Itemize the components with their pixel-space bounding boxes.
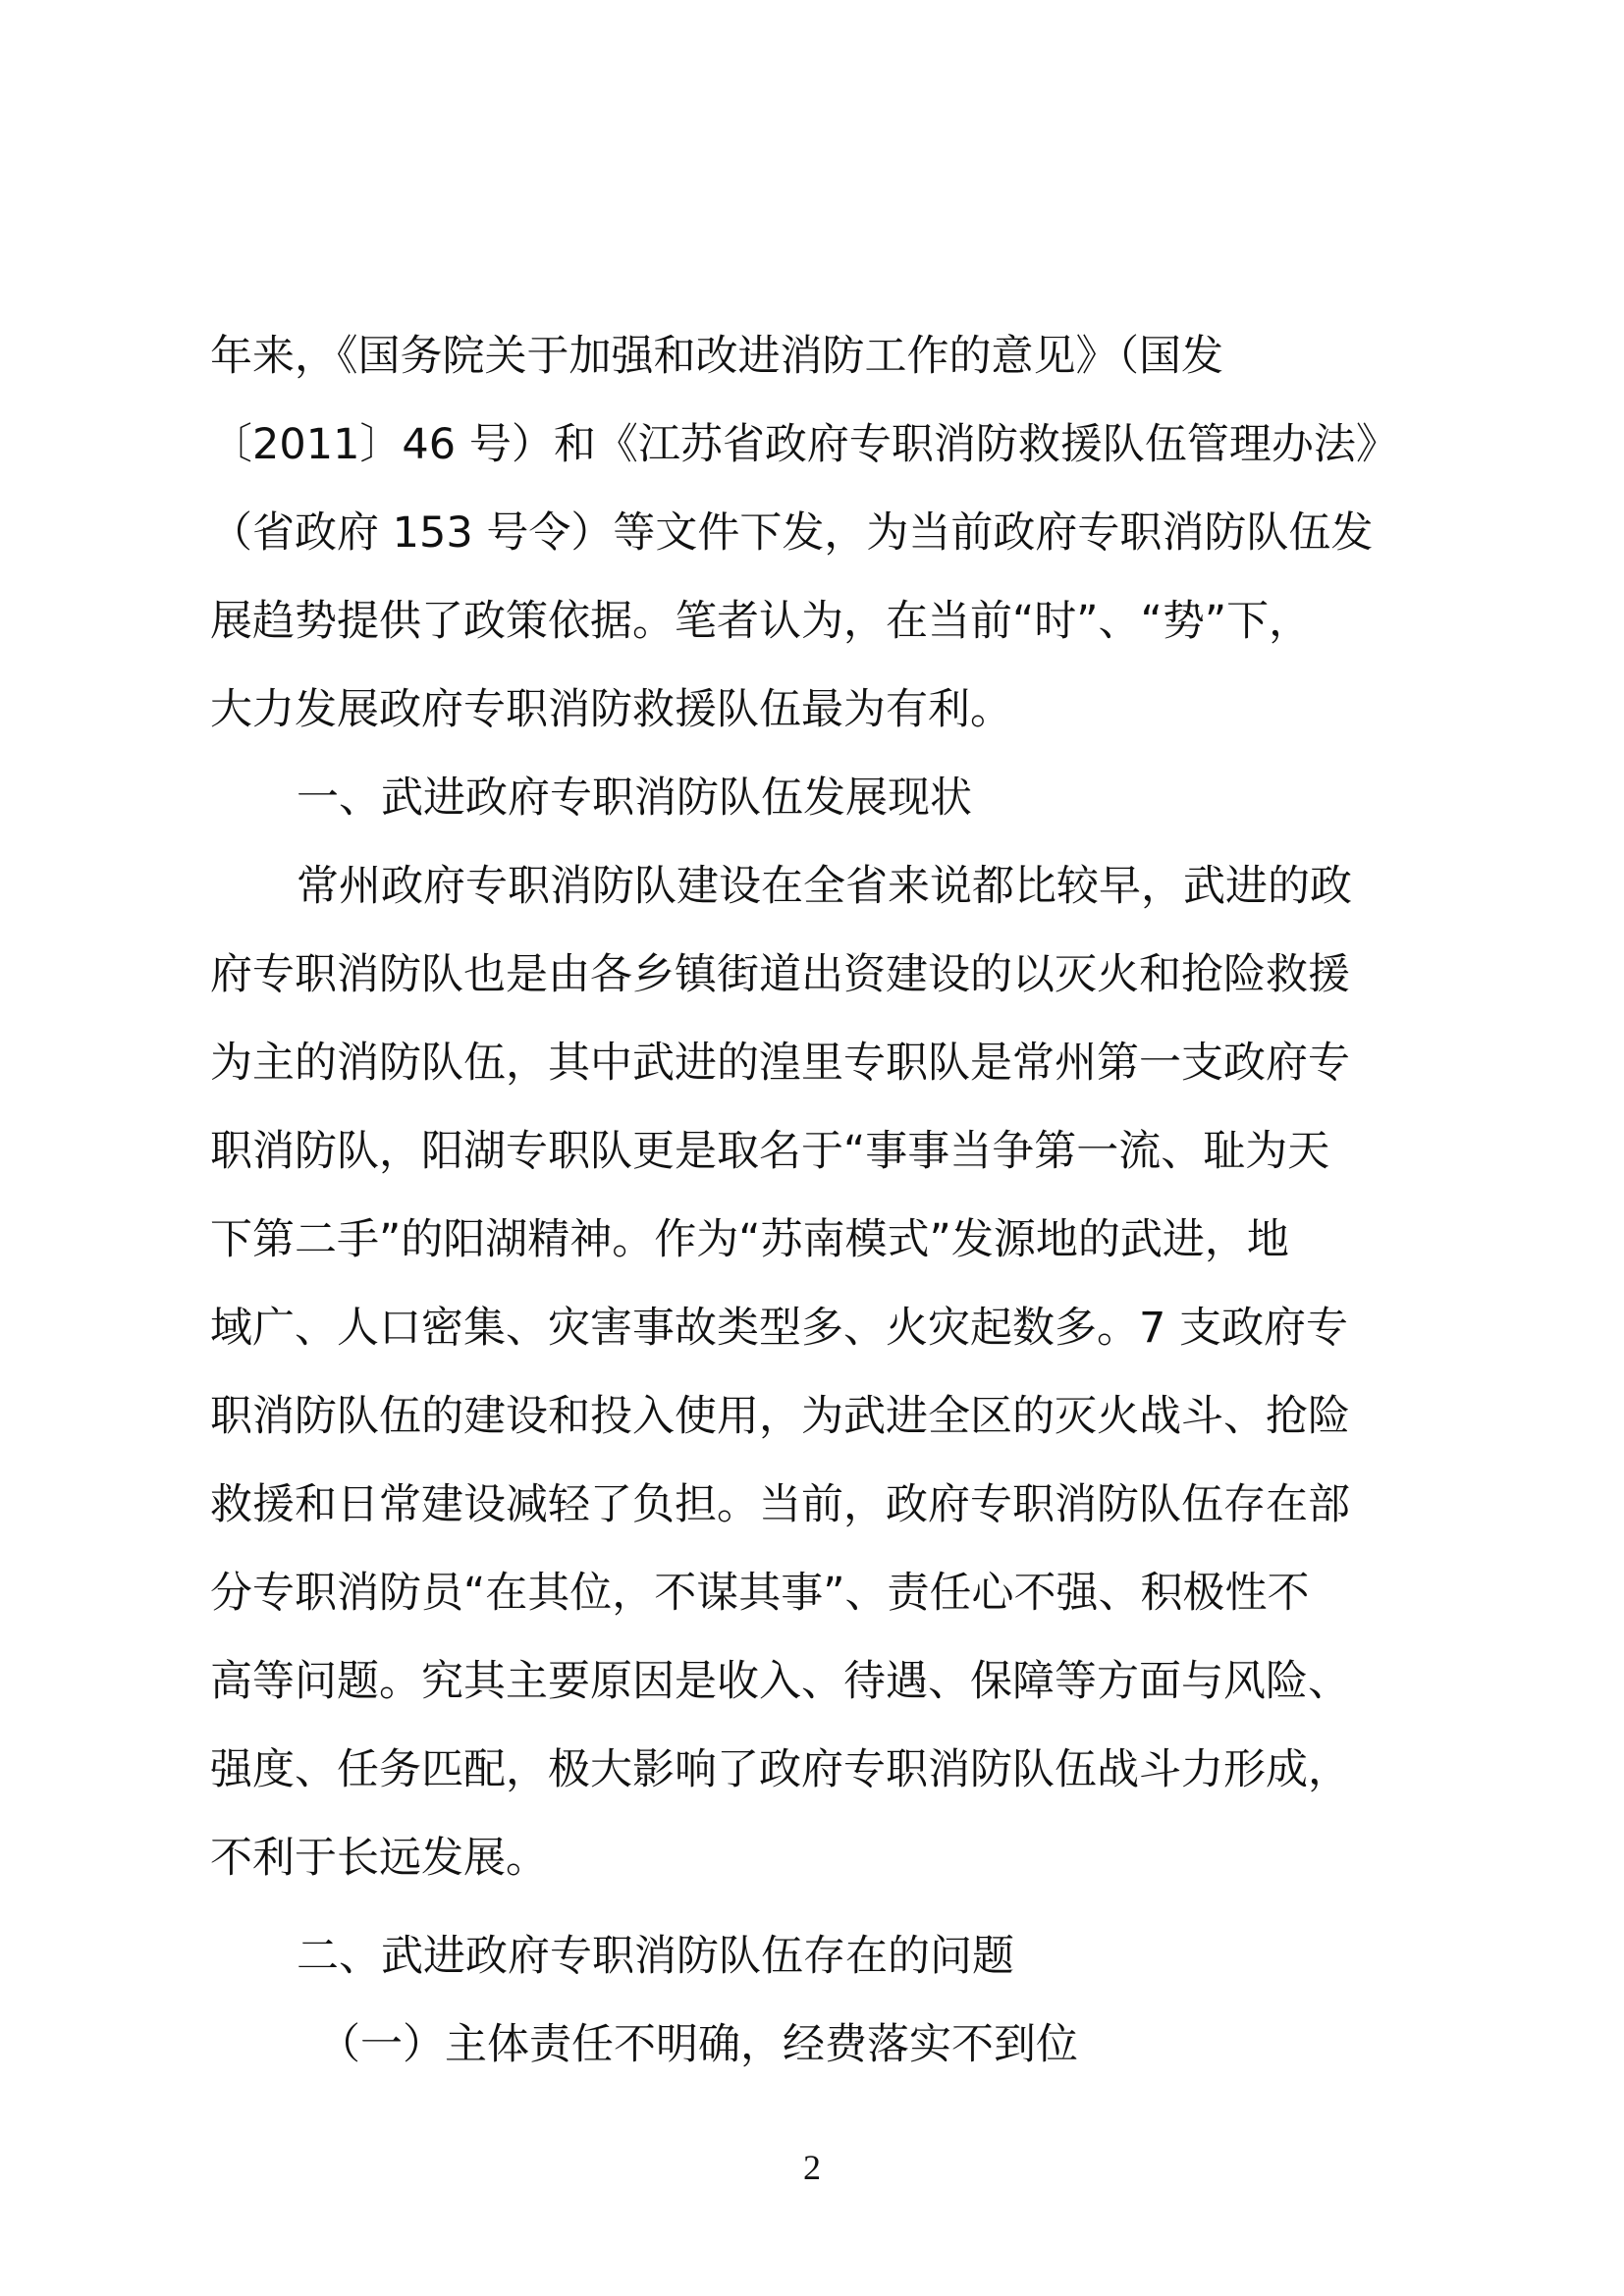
paragraph-line: 府专职消防队也是由各乡镇街道出资建设的以灭火和抢险救援 <box>210 950 1350 999</box>
paragraph-line: 常州政府专职消防队建设在全省来说都比较早，武进的政 <box>297 862 1352 911</box>
paragraph-line: （省政府 153 号令）等文件下发，为当前政府专职消防队伍发 <box>210 508 1374 558</box>
paragraph-line: 高等问题。究其主要原因是收入、待遇、保障等方面与风险、 <box>210 1657 1350 1706</box>
body-text <box>210 312 1408 2089</box>
paragraph-line: 下第二手”的阳湖精神。作为“苏南模式”发源地的武进，地 <box>210 1215 1289 1264</box>
paragraph-line: 展趋势提供了政策依据。笔者认为，在当前“时”、“势”下， <box>210 597 1312 646</box>
subsection-heading-1: （一）主体责任不明确，经费落实不到位 <box>318 2020 1078 2069</box>
paragraph-line: 年来，《国务院关于加强和改进消防工作的意见》（国发 <box>210 332 1223 381</box>
page-number: 2 <box>803 2148 821 2187</box>
paragraph-line: 域广、人口密集、灾害事故类型多、火灾起数多。7 支政府专 <box>210 1304 1349 1353</box>
paragraph-line: 分专职消防员“在其位，不谋其事”、责任心不强、积极性不 <box>210 1569 1310 1618</box>
paragraph-line: 不利于长远发展。 <box>210 1834 548 1883</box>
paragraph-line: 为主的消防队伍，其中武进的湟里专职队是常州第一支政府专 <box>210 1039 1350 1088</box>
paragraph-line: 救援和日常建设减轻了负担。当前，政府专职消防队伍存在部 <box>210 1480 1350 1529</box>
paragraph-line: 职消防队伍的建设和投入使用，为武进全区的灭火战斗、抢险 <box>210 1392 1350 1441</box>
section-heading-2: 二、武进政府专职消防队伍存在的问题 <box>297 1932 1014 1981</box>
section-heading-1: 一、武进政府专职消防队伍发展现状 <box>297 774 972 823</box>
paragraph-line: 强度、任务匹配，极大影响了政府专职消防队伍战斗力形成， <box>210 1745 1350 1794</box>
paragraph-line: 〔2011〕46 号）和《江苏省政府专职消防救援队伍管理办法》 <box>210 420 1398 469</box>
paragraph-line: 职消防队，阳湖专职队更是取名于“事事当争第一流、耻为天 <box>210 1127 1330 1176</box>
paragraph-line: 大力发展政府专职消防救援队伍最为有利。 <box>210 685 1012 734</box>
